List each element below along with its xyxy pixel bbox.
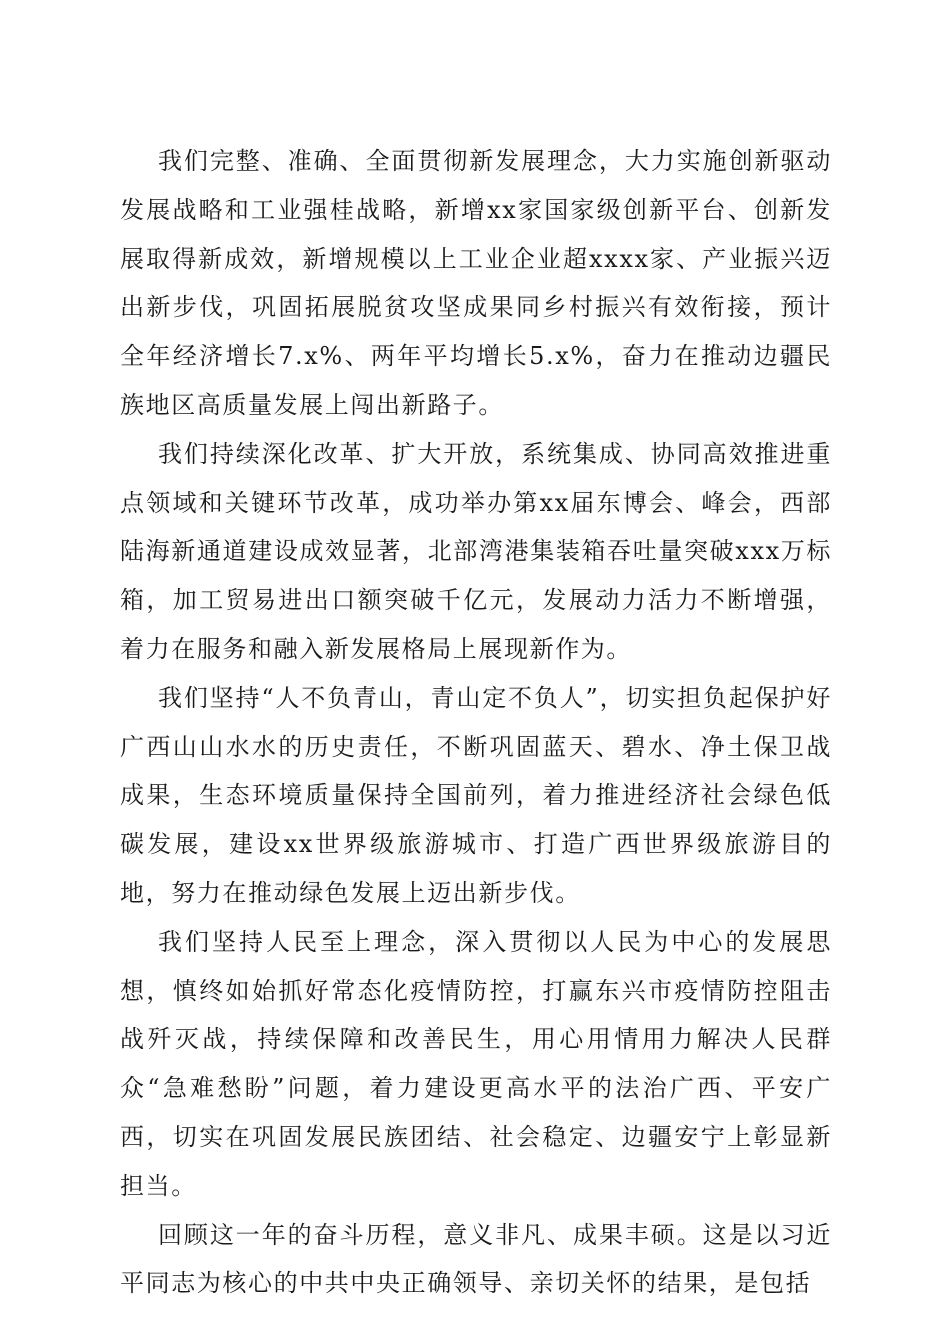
paragraph-reform-opening: 我们持续深化改革、扩大开放，系统集成、协同高效推进重点领域和关键环节改革，成功举办第xx届东博会、峰会，西部陆海新通道建设成效显著，北部湾港集装箱吞吐量突破xxx万标箱，加工贸易进出口额突破千亿元，发展动力活力不断增强，着力在服务和融入新发展格局上展现新作为。 bbox=[120, 439, 832, 663]
paragraph-people-livelihood: 我们坚持人民至上理念，深入贯彻以人民为中心的发展思想，慎终如始抓好常态化疫情防控，打赢东兴市疫情防控阻击战歼灭战，持续保障和改善民生，用心用情用力解决人民群众“急难愁盼”问题，着力建设更高水平的法治广西、平安广西，切实在巩固发展民族团结、社会稳定、边疆安宁上彰显新担当。 bbox=[120, 927, 832, 1200]
paragraph-innovation: 我们完整、准确、全面贯彻新发展理念，大力实施创新驱动发展战略和工业强桂战略，新增xx家国家级创新平台、创新发展取得新成效，新增规模以上工业企业超xxxx家、产业振兴迈出新步伐，巩固拓展脱贫攻坚成果同乡村振兴有效衔接，预计全年经济增长7.x%、两年平均增长5.x%，奋力在推动边疆民族地区高质量发展上闯出新路子。 bbox=[120, 147, 832, 419]
document-body bbox=[120, 137, 832, 1308]
paragraph-review: 回顾这一年的奋斗历程，意义非凡、成果丰硕。这是以习近平同志为核心的中共中央正确领导、亲切关怀的结果，是包括 bbox=[120, 1220, 832, 1298]
paragraph-green-development: 我们坚持“人不负青山，青山定不负人”，切实担负起保护好广西山山水水的历史责任，不断巩固蓝天、碧水、净土保卫战成果，生态环境质量保持全国前列，着力推进经济社会绿色低碳发展，建设xx世界级旅游城市、打造广西世界级旅游目的地，努力在推动绿色发展上迈出新步伐。 bbox=[120, 683, 832, 907]
